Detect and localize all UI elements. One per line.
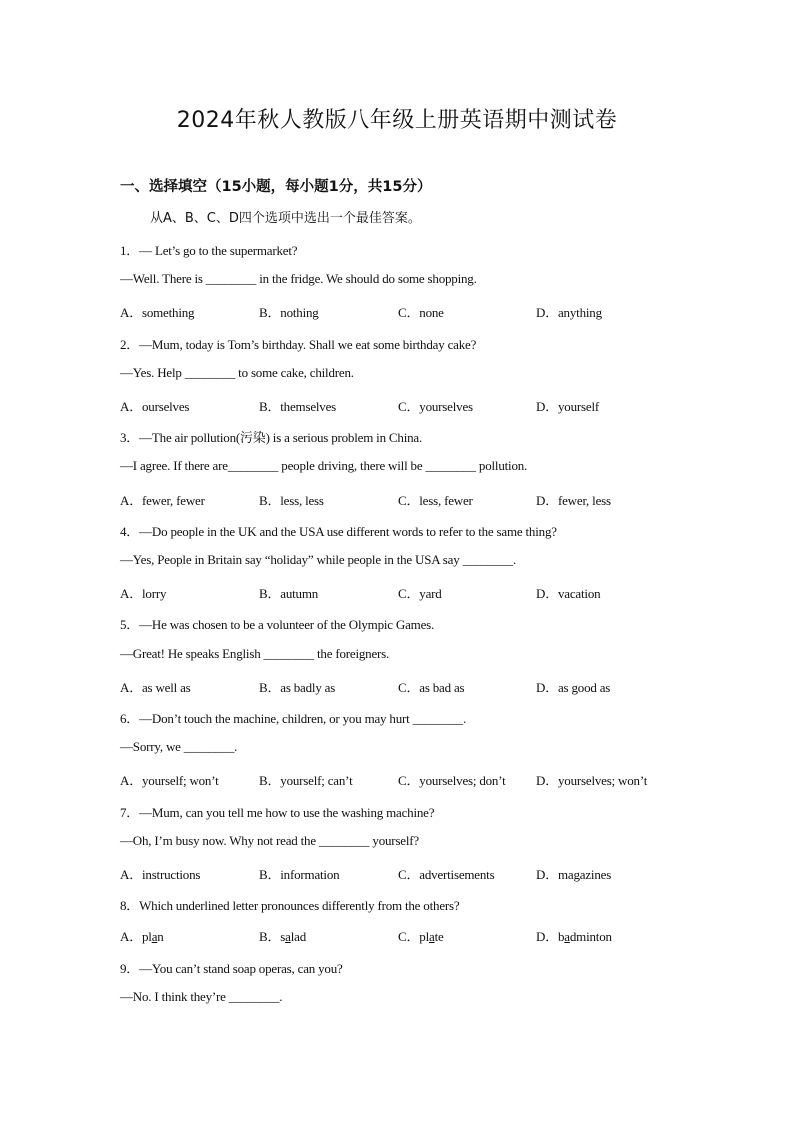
question-reply: —Yes, People in Britain say “holiday” while people in the USA say ________. (120, 552, 517, 567)
question-stem: 8．Which underlined letter pronounces differently from the others? (120, 898, 460, 914)
answer-option[interactable]: B．yourself; can’t (259, 773, 353, 789)
answer-option[interactable]: D．anything (536, 305, 602, 321)
answer-option[interactable]: C．yourselves; don’t (398, 773, 506, 789)
question-reply: —Sorry, we ________. (120, 739, 238, 755)
option-text: dminton (569, 929, 612, 945)
answer-option[interactable]: C．less, fewer (398, 492, 473, 508)
question-stem: 4．—Do people in the UK and the USA use different words to refer to the same thing? (120, 523, 557, 539)
answer-option[interactable]: A．something (120, 305, 195, 321)
question-reply: —No. I think they’re ________. (120, 988, 283, 1004)
option-text: lad (290, 929, 307, 945)
option-text: A．pl (120, 929, 152, 945)
option-text: B．s (259, 929, 286, 945)
answer-option[interactable]: D．yourself (536, 399, 599, 414)
answer-option[interactable] (120, 926, 164, 945)
option-text: te (434, 929, 444, 945)
answer-option[interactable]: B．nothing (259, 305, 319, 321)
question-reply: —Oh, I’m busy now. Why not read the ________ yourself? (120, 832, 419, 848)
answer-option[interactable]: B．autumn (259, 586, 319, 602)
answer-option[interactable]: A．lorry (120, 586, 167, 602)
underlined-letter: a (285, 929, 291, 945)
question-stem: 9．—You can’t stand soap operas, can you? (120, 960, 343, 976)
answer-option[interactable] (536, 926, 612, 945)
option-text: D．b (536, 929, 565, 945)
answer-option[interactable]: B．themselves (259, 399, 337, 414)
question-stem: 1．— Let’s go to the supermarket? (120, 243, 298, 258)
answer-option[interactable] (259, 926, 306, 945)
answer-option[interactable]: A．instructions (120, 867, 201, 882)
option-text: C．pl (398, 929, 429, 945)
answer-option[interactable]: B．less, less (259, 492, 324, 508)
answer-option[interactable]: A．fewer, fewer (120, 492, 205, 508)
answer-option[interactable]: A．yourself; won’t (120, 773, 219, 789)
answer-option[interactable]: B．information (259, 867, 340, 882)
exam-title: 2024年秋人教版八年级上册英语期中测试卷 (176, 108, 618, 133)
answer-option[interactable]: D．fewer, less (536, 492, 611, 508)
answer-option[interactable]: D．yourselves; won’t (536, 773, 648, 789)
answer-option[interactable]: D．magazines (536, 867, 612, 882)
question-stem: 7．—Mum, can you tell me how to use the washing machine? (120, 804, 435, 820)
answer-option[interactable]: C．yard (398, 586, 442, 602)
option-text: n (157, 929, 164, 945)
answer-option[interactable]: A．ourselves (120, 399, 190, 414)
section-heading: 一、选择填空（15小题，每小题1分，共15分） (120, 179, 432, 195)
underlined-letter: a (428, 929, 435, 945)
answer-option[interactable]: D．as good as (536, 679, 611, 695)
question-stem: 3．—The air pollution(污染) is a serious problem in China. (120, 430, 423, 446)
answer-option[interactable]: C．yourselves (398, 399, 473, 414)
question-stem: 6．—Don’t touch the machine, children, or you may hurt ________. (120, 711, 467, 726)
answer-option[interactable] (398, 926, 444, 945)
question-reply: —I agree. If there are________ people driving, there will be ________ pollution. (120, 458, 528, 474)
question-reply: —Great! He speaks English ________ the foreigners. (120, 645, 390, 661)
question-reply: —Well. There is ________ in the fridge. We should do some shopping. (120, 271, 477, 287)
answer-option[interactable]: A．as well as (120, 679, 191, 695)
answer-option[interactable]: C．advertisements (398, 867, 495, 882)
answer-option[interactable]: B．as badly as (259, 679, 336, 695)
underlined-letter: a (151, 929, 158, 945)
section-instruction: 从A、B、C、D四个选项中选出一个最佳答案。 (150, 211, 421, 226)
answer-option[interactable]: D．vacation (536, 586, 601, 602)
answer-option[interactable]: C．as bad as (398, 679, 465, 695)
answer-option[interactable]: C．none (398, 305, 444, 321)
question-stem: 5．—He was chosen to be a volunteer of the Olympic Games. (120, 617, 435, 633)
question-reply: —Yes. Help ________ to some cake, children. (120, 364, 354, 380)
question-stem: 2．—Mum, today is Tom’s birthday. Shall we eat some birthday cake? (120, 336, 477, 352)
underlined-letter: a (564, 929, 570, 945)
